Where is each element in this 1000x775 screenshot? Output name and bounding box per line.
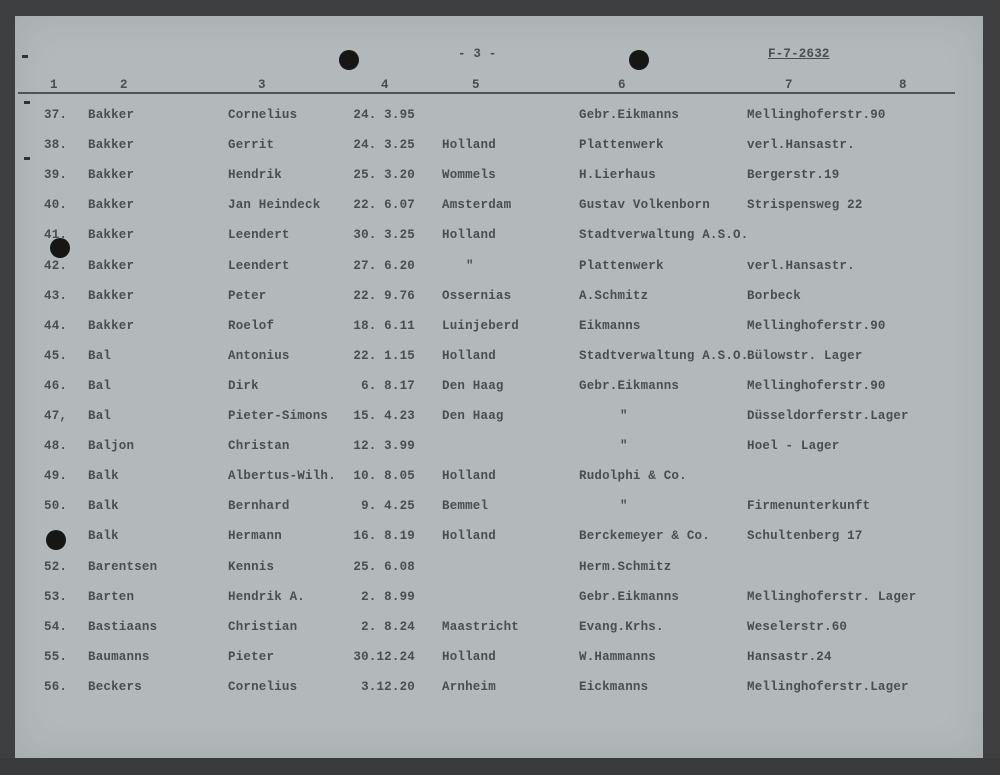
table-row <box>0 259 1000 279</box>
birth-date-cell: 12. 3.99 <box>353 439 415 454</box>
given-name-cell: Jan Heindeck <box>228 198 321 213</box>
column-number: 7 <box>785 78 793 92</box>
given-name-cell: Leendert <box>228 228 290 243</box>
birth-date-cell: 25. 6.08 <box>353 559 415 574</box>
table-row <box>0 439 1000 459</box>
row-number-cell: 38. <box>44 138 68 153</box>
given-name-cell: Christan <box>228 439 290 454</box>
address-cell: Düsseldorferstr.Lager <box>747 409 909 423</box>
address-cell: Hoel - Lager <box>747 439 840 454</box>
margin-mark <box>22 55 28 58</box>
row-number-cell: 39. <box>44 168 68 183</box>
employer-cell: " <box>620 499 628 514</box>
employer-cell: Rudolphi & Co. <box>579 469 687 484</box>
given-name-cell: Christian <box>228 619 298 634</box>
surname-cell: Bastiaans <box>88 619 158 634</box>
given-name-cell: Cornelius <box>228 108 298 122</box>
given-name-cell: Bernhard <box>228 499 290 514</box>
employer-cell: Gebr.Eikmanns <box>579 108 680 122</box>
column-number: 1 <box>50 78 58 92</box>
birthplace-cell: Bemmel <box>442 499 489 514</box>
row-number-cell: 53. <box>44 589 68 604</box>
table-row <box>0 469 1000 489</box>
row-number-cell: 49. <box>44 469 68 484</box>
table-row <box>0 349 1000 369</box>
birth-date-cell: 30.12.24 <box>353 649 415 664</box>
row-number-cell: 40. <box>44 198 68 213</box>
birthplace-cell: Maastricht <box>442 619 520 634</box>
row-number-cell: 44. <box>44 318 68 333</box>
employer-cell: Herm.Schmitz <box>579 559 672 574</box>
address-cell: Firmenunterkunft <box>747 499 871 514</box>
employer-cell: H.Lierhaus <box>579 168 657 183</box>
birth-date-cell: 16. 8.19 <box>353 529 415 544</box>
employer-cell: W.Hammanns <box>579 649 657 664</box>
document-reference: F-7-2632 <box>768 47 830 61</box>
birth-date-cell: 2. 8.99 <box>361 589 415 604</box>
table-row <box>0 560 1000 580</box>
employer-cell: " <box>620 439 628 454</box>
birthplace-cell: Ossernias <box>442 288 512 303</box>
birth-date-cell: 22. 1.15 <box>353 348 415 363</box>
employer-cell: " <box>620 409 628 423</box>
column-number: 2 <box>120 78 128 92</box>
address-cell: verl.Hansastr. <box>747 258 855 273</box>
table-row <box>0 319 1000 339</box>
row-number-cell: 54. <box>44 619 68 634</box>
row-number-cell: 43. <box>44 288 68 303</box>
birthplace-cell: Holland <box>442 348 496 363</box>
table-row <box>0 529 1000 549</box>
address-cell: Mellinghoferstr.90 <box>747 108 886 122</box>
birthplace-cell: Amsterdam <box>442 198 512 213</box>
birth-date-cell: 22. 6.07 <box>353 198 415 213</box>
punch-hole-top-left <box>339 50 359 70</box>
employer-cell: Stadtverwaltung A.S.O. <box>579 348 749 363</box>
address-cell: Mellinghoferstr.Lager <box>747 679 909 694</box>
address-cell: Strispensweg 22 <box>747 198 863 213</box>
surname-cell: Baumanns <box>88 649 150 664</box>
address-cell: Bülowstr. Lager <box>747 348 863 363</box>
address-cell: Mellinghoferstr. Lager <box>747 589 917 604</box>
birth-date-cell: 24. 3.25 <box>353 138 415 153</box>
row-number-cell: 45. <box>44 348 68 363</box>
birth-date-cell: 24. 3.95 <box>353 108 415 122</box>
birthplace-cell: Wommels <box>442 168 496 183</box>
birth-date-cell: 3.12.20 <box>361 679 415 694</box>
table-row <box>0 590 1000 610</box>
given-name-cell: Pieter <box>228 649 275 664</box>
row-number-cell: 47, <box>44 409 68 423</box>
employer-cell: Plattenwerk <box>579 138 664 153</box>
column-number: 8 <box>899 78 907 92</box>
employer-cell: Stadtverwaltung A.S.O. <box>579 228 749 243</box>
column-number: 6 <box>618 78 626 92</box>
address-cell: Bergerstr.19 <box>747 168 840 183</box>
surname-cell: Bal <box>88 409 112 423</box>
row-number-cell: 37. <box>44 108 68 122</box>
birthplace-cell: Luinjeberd <box>442 318 520 333</box>
row-number-cell: 50. <box>44 499 68 514</box>
surname-cell: Bakker <box>88 138 135 153</box>
address-cell: Mellinghoferstr.90 <box>747 378 886 393</box>
surname-cell: Bal <box>88 378 112 393</box>
row-number-cell: 55. <box>44 649 68 664</box>
birth-date-cell: 10. 8.05 <box>353 469 415 484</box>
surname-cell: Balk <box>88 529 119 544</box>
birth-date-cell: 9. 4.25 <box>361 499 415 514</box>
surname-cell: Barten <box>88 589 135 604</box>
given-name-cell: Antonius <box>228 348 290 363</box>
employer-cell: Gebr.Eikmanns <box>579 589 680 604</box>
table-row <box>0 680 1000 700</box>
address-cell: Schultenberg 17 <box>747 529 863 544</box>
surname-cell: Bakker <box>88 168 135 183</box>
given-name-cell: Kennis <box>228 559 275 574</box>
row-number-cell: 52. <box>44 559 68 574</box>
row-number-cell: 46. <box>44 378 68 393</box>
table-row <box>0 650 1000 670</box>
birth-date-cell: 15. 4.23 <box>353 409 415 423</box>
address-cell: Hansastr.24 <box>747 649 832 664</box>
given-name-cell: Hermann <box>228 529 282 544</box>
birth-date-cell: 2. 8.24 <box>361 619 415 634</box>
employer-cell: Berckemeyer & Co. <box>579 529 710 544</box>
employer-cell: Eickmanns <box>579 679 649 694</box>
given-name-cell: Cornelius <box>228 679 298 694</box>
employer-cell: Eikmanns <box>579 318 641 333</box>
table-row <box>0 198 1000 218</box>
address-cell: Borbeck <box>747 288 801 303</box>
header-rule <box>18 92 955 94</box>
page-number: - 3 - <box>458 47 497 61</box>
birthplace-cell: Holland <box>442 469 496 484</box>
given-name-cell: Roelof <box>228 318 275 333</box>
surname-cell: Bakker <box>88 288 135 303</box>
surname-cell: Bal <box>88 348 112 363</box>
employer-cell: Gustav Volkenborn <box>579 198 710 213</box>
birthplace-cell: Arnheim <box>442 679 496 694</box>
surname-cell: Bakker <box>88 258 135 273</box>
address-cell: verl.Hansastr. <box>747 138 855 153</box>
table-row <box>0 620 1000 640</box>
surname-cell: Bakker <box>88 228 135 243</box>
given-name-cell: Leendert <box>228 258 290 273</box>
birthplace-cell: Holland <box>442 529 496 544</box>
surname-cell: Bakker <box>88 318 135 333</box>
surname-cell: Bakker <box>88 108 135 122</box>
surname-cell: Beckers <box>88 679 142 694</box>
table-row <box>0 168 1000 188</box>
birth-date-cell: 27. 6.20 <box>353 258 415 273</box>
table-row <box>0 289 1000 309</box>
birth-date-cell: 6. 8.17 <box>361 378 415 393</box>
surname-cell: Baljon <box>88 439 135 454</box>
given-name-cell: Albertus-Wilh. <box>228 469 336 484</box>
column-number: 4 <box>381 78 389 92</box>
scan-border <box>0 758 1000 775</box>
birth-date-cell: 22. 9.76 <box>353 288 415 303</box>
birthplace-cell: Den Haag <box>442 378 504 393</box>
birthplace-cell: Holland <box>442 649 496 664</box>
margin-mark <box>24 101 30 104</box>
column-number: 5 <box>472 78 480 92</box>
employer-cell: Gebr.Eikmanns <box>579 378 680 393</box>
row-number-cell: 41. <box>44 228 68 243</box>
given-name-cell: Pieter-Simons <box>228 409 329 423</box>
birth-date-cell: 18. 6.11 <box>353 318 415 333</box>
table-row <box>0 138 1000 158</box>
birthplace-cell: " <box>466 258 474 273</box>
given-name-cell: Dirk <box>228 378 259 393</box>
given-name-cell: Hendrik <box>228 168 282 183</box>
table-row <box>0 409 1000 429</box>
birth-date-cell: 25. 3.20 <box>353 168 415 183</box>
employer-cell: Plattenwerk <box>579 258 664 273</box>
surname-cell: Balk <box>88 499 119 514</box>
table-row <box>0 228 1000 248</box>
punch-hole-top-right <box>629 50 649 70</box>
table-row <box>0 379 1000 399</box>
given-name-cell: Peter <box>228 288 267 303</box>
given-name-cell: Hendrik A. <box>228 589 306 604</box>
table-row <box>0 499 1000 519</box>
surname-cell: Balk <box>88 469 119 484</box>
address-cell: Mellinghoferstr.90 <box>747 318 886 333</box>
birthplace-cell: Den Haag <box>442 409 504 423</box>
row-number-cell: 48. <box>44 439 68 454</box>
birthplace-cell: Holland <box>442 228 496 243</box>
row-number-cell: 42. <box>44 258 68 273</box>
surname-cell: Bakker <box>88 198 135 213</box>
birthplace-cell: Holland <box>442 138 496 153</box>
column-number: 3 <box>258 78 266 92</box>
address-cell: Weselerstr.60 <box>747 619 848 634</box>
surname-cell: Barentsen <box>88 559 158 574</box>
employer-cell: A.Schmitz <box>579 288 649 303</box>
employer-cell: Evang.Krhs. <box>579 619 664 634</box>
row-number-cell: 56. <box>44 679 68 694</box>
given-name-cell: Gerrit <box>228 138 275 153</box>
table-row <box>0 108 1000 128</box>
birth-date-cell: 30. 3.25 <box>353 228 415 243</box>
